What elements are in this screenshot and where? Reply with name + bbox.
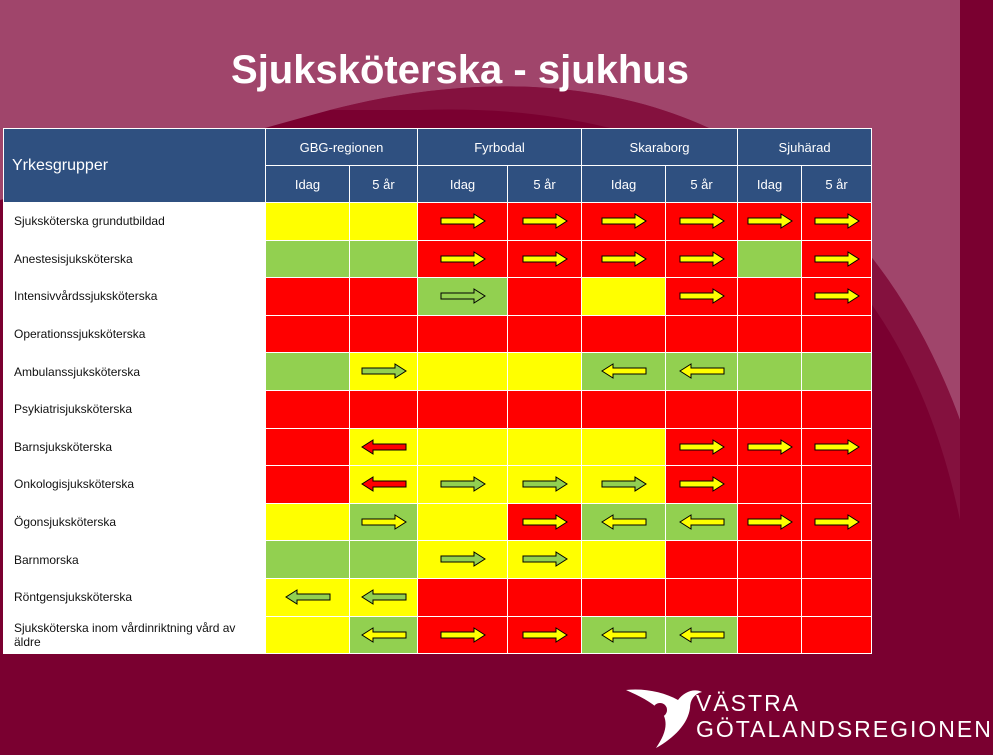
status-cell — [666, 541, 738, 579]
page-title: Sjuksköterska - sjukhus — [231, 48, 689, 92]
status-cell — [582, 278, 666, 316]
row-label: Operationssjuksköterska — [4, 315, 266, 353]
status-cell — [666, 503, 738, 541]
table-row — [4, 503, 872, 541]
status-cell — [582, 503, 666, 541]
status-cell — [582, 390, 666, 428]
status-cell — [802, 428, 872, 466]
row-label: Onkologisjuksköterska — [4, 466, 266, 504]
status-cell — [582, 203, 666, 241]
status-cell — [802, 203, 872, 241]
status-cell — [802, 578, 872, 616]
status-cell — [738, 428, 802, 466]
status-cell — [508, 466, 582, 504]
yellow-right-arrow-icon — [522, 514, 568, 530]
yellow-right-arrow-icon — [747, 439, 793, 455]
yellow-right-arrow-icon — [679, 439, 725, 455]
status-cell — [666, 278, 738, 316]
status-cell — [266, 503, 350, 541]
status-cell — [266, 240, 350, 278]
status-cell — [582, 428, 666, 466]
status-cell — [508, 278, 582, 316]
table-row — [4, 390, 872, 428]
status-cell — [666, 203, 738, 241]
yellow-right-arrow-icon — [679, 476, 725, 492]
subcol-header: 5 år — [802, 166, 872, 203]
status-cell — [738, 541, 802, 579]
region-header: Sjuhärad — [738, 129, 872, 166]
status-cell — [666, 428, 738, 466]
table-row — [4, 578, 872, 616]
yellow-right-arrow-icon — [440, 627, 486, 643]
yellow-right-arrow-icon — [440, 213, 486, 229]
status-cell — [666, 240, 738, 278]
status-cell — [266, 390, 350, 428]
region-header: Skaraborg — [582, 129, 738, 166]
row-label: Psykiatrisjuksköterska — [4, 390, 266, 428]
yellow-right-arrow-icon — [522, 213, 568, 229]
status-cell — [666, 315, 738, 353]
status-cell — [350, 503, 418, 541]
status-cell — [802, 278, 872, 316]
table-row — [4, 203, 872, 241]
status-cell — [418, 390, 508, 428]
logo-line-2: GÖTALANDSREGIONEN — [696, 716, 993, 742]
status-cell — [418, 503, 508, 541]
subcol-header: 5 år — [666, 166, 738, 203]
yellow-right-arrow-icon — [814, 213, 860, 229]
status-cell — [266, 278, 350, 316]
table-row — [4, 278, 872, 316]
status-cell — [666, 353, 738, 391]
yellow-right-arrow-icon — [522, 627, 568, 643]
status-cell — [582, 578, 666, 616]
status-cell — [508, 578, 582, 616]
status-cell — [582, 315, 666, 353]
green-left-arrow-icon — [361, 589, 407, 605]
subcol-header: 5 år — [508, 166, 582, 203]
status-cell — [350, 578, 418, 616]
yellow-left-arrow-icon — [679, 514, 725, 530]
status-cell — [418, 203, 508, 241]
status-cell — [802, 616, 872, 654]
status-cell — [350, 278, 418, 316]
status-cell — [350, 315, 418, 353]
status-cell — [508, 203, 582, 241]
logo-text — [696, 690, 993, 742]
status-cell — [582, 616, 666, 654]
table-row — [4, 353, 872, 391]
status-cell — [508, 541, 582, 579]
yellow-left-arrow-icon — [361, 627, 407, 643]
status-cell — [582, 541, 666, 579]
status-cell — [738, 353, 802, 391]
yellow-right-arrow-icon — [361, 514, 407, 530]
yellow-left-arrow-icon — [679, 363, 725, 379]
status-cell — [802, 390, 872, 428]
status-cell — [582, 353, 666, 391]
header-corner: Yrkesgrupper — [4, 129, 266, 203]
status-cell — [266, 203, 350, 241]
green-right-arrow-icon — [440, 288, 486, 304]
status-cell — [418, 616, 508, 654]
status-cell — [738, 240, 802, 278]
green-right-arrow-icon — [440, 476, 486, 492]
subcol-header: Idag — [582, 166, 666, 203]
status-cell — [350, 541, 418, 579]
yellow-right-arrow-icon — [601, 251, 647, 267]
status-cell — [666, 466, 738, 504]
status-cell — [802, 353, 872, 391]
yellow-right-arrow-icon — [814, 514, 860, 530]
yellow-left-arrow-icon — [601, 363, 647, 379]
status-cell — [666, 390, 738, 428]
status-cell — [418, 541, 508, 579]
status-cell — [418, 466, 508, 504]
status-cell — [508, 390, 582, 428]
status-cell — [266, 428, 350, 466]
status-cell — [508, 315, 582, 353]
yellow-right-arrow-icon — [679, 213, 725, 229]
yellow-right-arrow-icon — [814, 439, 860, 455]
yellow-right-arrow-icon — [814, 288, 860, 304]
status-cell — [738, 616, 802, 654]
status-cell — [508, 240, 582, 278]
yellow-left-arrow-icon — [601, 627, 647, 643]
status-cell — [350, 353, 418, 391]
row-label: Ambulanssjuksköterska — [4, 353, 266, 391]
table-body — [4, 203, 872, 654]
table-row — [4, 315, 872, 353]
row-label: Sjuksköterska grundutbildad — [4, 203, 266, 241]
green-left-arrow-icon — [285, 589, 331, 605]
status-cell — [350, 203, 418, 241]
status-cell — [738, 503, 802, 541]
status-cell — [738, 203, 802, 241]
green-right-arrow-icon — [522, 551, 568, 567]
subcol-header: 5 år — [350, 166, 418, 203]
yellow-right-arrow-icon — [747, 213, 793, 229]
status-cell — [350, 616, 418, 654]
status-cell — [582, 466, 666, 504]
table-row — [4, 466, 872, 504]
status-cell — [350, 390, 418, 428]
status-cell — [738, 578, 802, 616]
red-left-arrow-icon — [361, 476, 407, 492]
green-right-arrow-icon — [440, 551, 486, 567]
green-right-arrow-icon — [522, 476, 568, 492]
subcol-header: Idag — [738, 166, 802, 203]
yellow-left-arrow-icon — [601, 514, 647, 530]
yellow-right-arrow-icon — [679, 288, 725, 304]
yellow-right-arrow-icon — [522, 251, 568, 267]
green-right-arrow-icon — [361, 363, 407, 379]
status-cell — [738, 390, 802, 428]
staffing-table — [3, 128, 872, 654]
status-cell — [350, 240, 418, 278]
yellow-right-arrow-icon — [814, 251, 860, 267]
status-cell — [266, 541, 350, 579]
status-cell — [802, 503, 872, 541]
status-cell — [418, 315, 508, 353]
status-cell — [418, 428, 508, 466]
status-cell — [418, 353, 508, 391]
subcol-header: Idag — [418, 166, 508, 203]
status-cell — [266, 466, 350, 504]
status-cell — [266, 353, 350, 391]
status-cell — [802, 541, 872, 579]
status-cell — [418, 240, 508, 278]
status-cell — [802, 240, 872, 278]
yellow-right-arrow-icon — [747, 514, 793, 530]
region-header: Fyrbodal — [418, 129, 582, 166]
status-cell — [666, 578, 738, 616]
status-cell — [508, 616, 582, 654]
status-cell — [266, 616, 350, 654]
logo-line-1: VÄSTRA — [696, 690, 801, 716]
red-left-arrow-icon — [361, 439, 407, 455]
yellow-right-arrow-icon — [601, 213, 647, 229]
row-label: Sjuksköterska inom vårdinriktning vård av äldre — [4, 616, 266, 654]
row-label: Ögonsjuksköterska — [4, 503, 266, 541]
status-cell — [266, 578, 350, 616]
row-label: Röntgensjuksköterska — [4, 578, 266, 616]
table-row — [4, 240, 872, 278]
row-label: Barnsjuksköterska — [4, 428, 266, 466]
yellow-left-arrow-icon — [679, 627, 725, 643]
status-cell — [738, 315, 802, 353]
row-label: Barnmorska — [4, 541, 266, 579]
status-cell — [350, 466, 418, 504]
status-cell — [802, 315, 872, 353]
table-row — [4, 616, 872, 654]
row-label: Intensivvårdssjuksköterska — [4, 278, 266, 316]
status-cell — [418, 278, 508, 316]
yellow-right-arrow-icon — [679, 251, 725, 267]
status-cell — [666, 616, 738, 654]
status-cell — [802, 466, 872, 504]
status-cell — [582, 240, 666, 278]
table-row — [4, 428, 872, 466]
subcol-header: Idag — [266, 166, 350, 203]
green-right-arrow-icon — [601, 476, 647, 492]
yellow-right-arrow-icon — [440, 251, 486, 267]
status-cell — [508, 428, 582, 466]
status-cell — [738, 466, 802, 504]
status-cell — [418, 578, 508, 616]
status-cell — [508, 353, 582, 391]
table-row — [4, 541, 872, 579]
status-cell — [266, 315, 350, 353]
row-label: Anestesisjuksköterska — [4, 240, 266, 278]
status-cell — [738, 278, 802, 316]
status-cell — [350, 428, 418, 466]
region-header: GBG-regionen — [266, 129, 418, 166]
status-cell — [508, 503, 582, 541]
